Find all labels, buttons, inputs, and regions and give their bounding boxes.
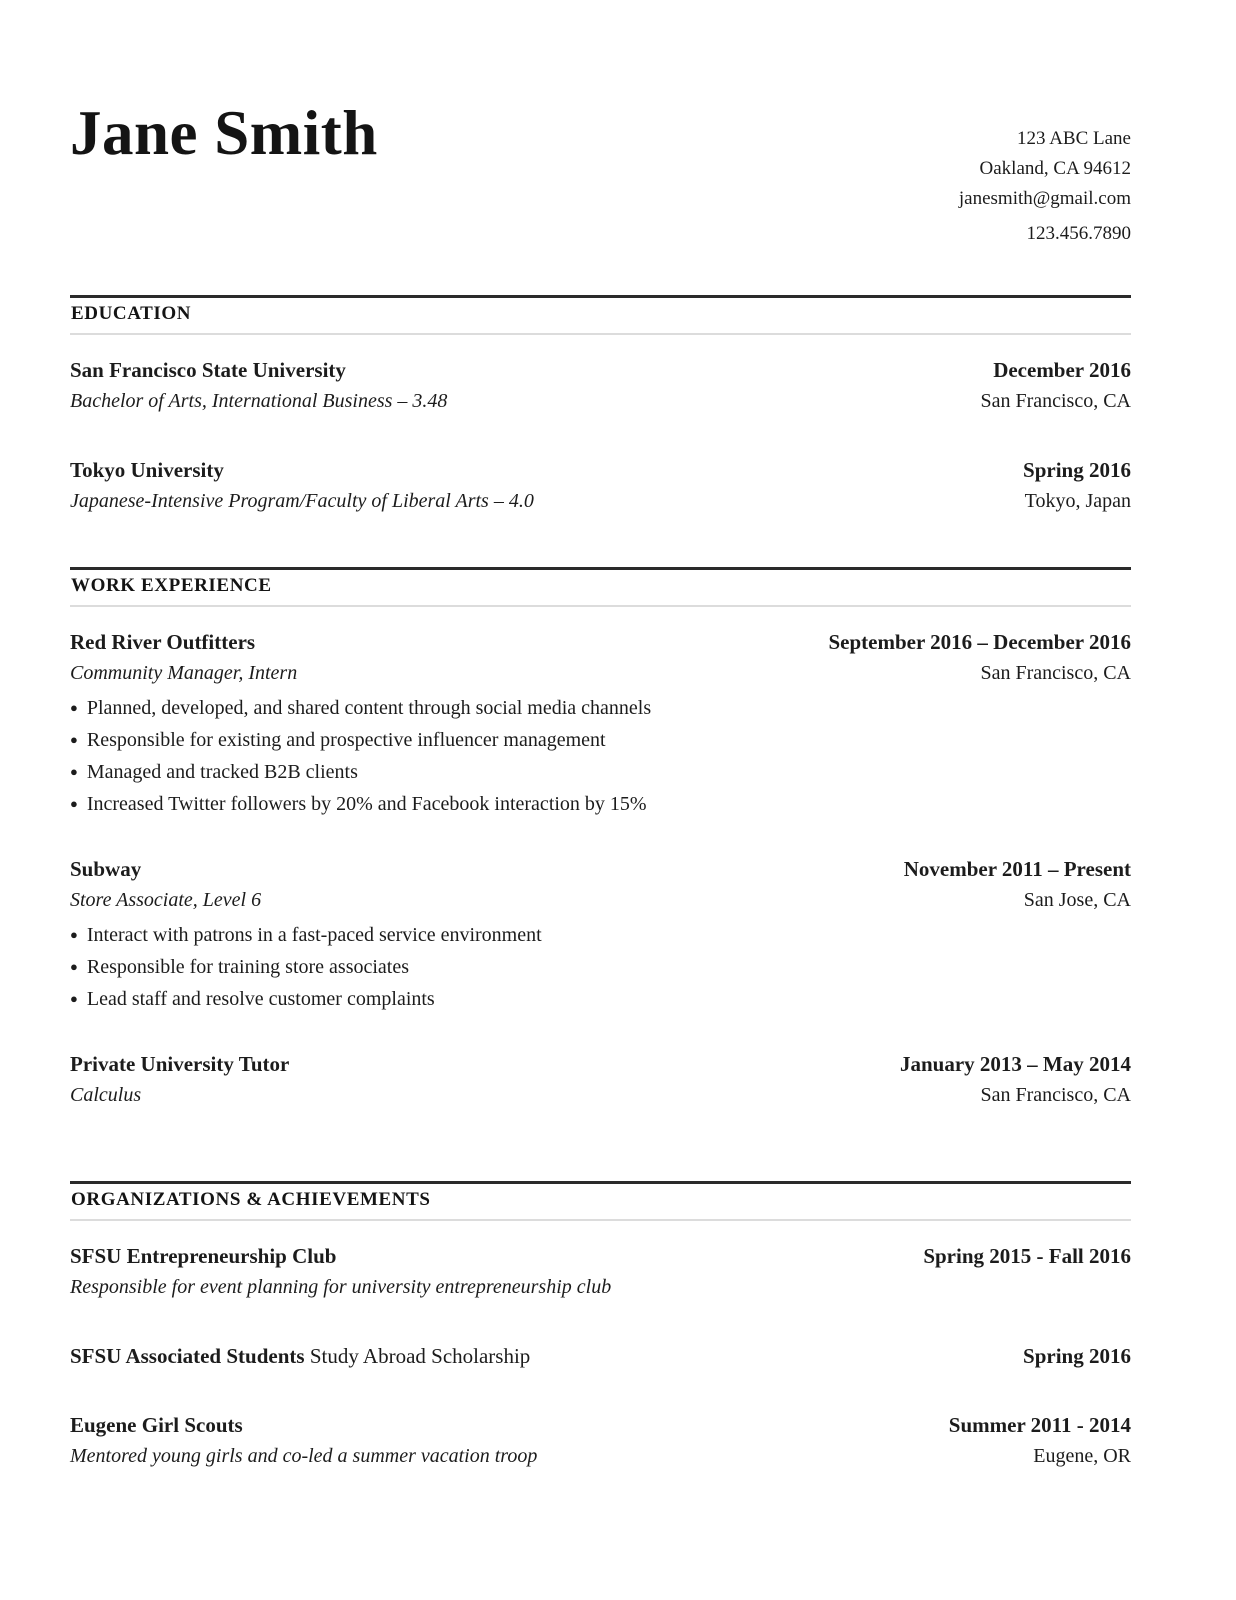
section-organizations xyxy=(70,1181,1131,1472)
entry-location: San Jose, CA xyxy=(1023,889,1131,911)
entry-location: Tokyo, Japan xyxy=(1024,490,1131,512)
entry-header-row xyxy=(70,1241,1131,1272)
resume-content xyxy=(70,0,1131,1472)
entry-title: SFSU Entrepreneurship Club xyxy=(70,1244,337,1268)
bullet-text: Increased Twitter followers by 20% and Facebook interaction by 15% xyxy=(86,793,647,815)
entry-date: Summer 2011 - 2014 xyxy=(948,1413,1131,1437)
entry-subtitle: Store Associate, Level 6 xyxy=(70,889,262,911)
section-education xyxy=(70,295,1131,517)
entry-header-row xyxy=(70,1341,1131,1372)
contact-phone: 123.456.7890 xyxy=(1026,223,1131,244)
bullet-item xyxy=(70,951,1131,983)
bullet-list xyxy=(70,692,1131,820)
bullet-list xyxy=(70,919,1131,1015)
entry-location: San Francisco, CA xyxy=(980,662,1131,684)
entry-location: San Francisco, CA xyxy=(980,390,1131,412)
entry-sub-row xyxy=(70,386,1131,417)
bullet-text: Responsible for training store associates xyxy=(86,956,410,978)
entry-title: Private University Tutor xyxy=(70,1052,290,1076)
entry-subtitle: Bachelor of Arts, International Business – 3.48 xyxy=(70,390,448,412)
entry-location: San Francisco, CA xyxy=(980,1084,1131,1106)
contact-block xyxy=(959,124,1131,249)
resume-entry xyxy=(70,455,1131,517)
entry-title-bold: SFSU Associated Students xyxy=(70,1344,305,1368)
entry-title-suffix: Study Abroad Scholarship xyxy=(309,1344,531,1368)
resume-entry xyxy=(70,1410,1131,1472)
section-title: EDUCATION xyxy=(70,295,1131,335)
resume-entry xyxy=(70,627,1131,820)
entry-header-row xyxy=(70,1410,1131,1441)
entry-sub-row xyxy=(70,885,1131,916)
entry-sub-row xyxy=(70,1441,1131,1472)
entry-title: Tokyo University xyxy=(70,458,224,482)
bullet-item xyxy=(70,919,1131,951)
entry-header-row xyxy=(70,455,1131,486)
entry-title xyxy=(70,1341,530,1372)
entry-date: September 2016 – December 2016 xyxy=(828,630,1131,654)
entry-subtitle: Responsible for event planning for university entrepreneurship club xyxy=(70,1276,612,1298)
entry-sub-row xyxy=(70,486,1131,517)
bullet-item xyxy=(70,692,1131,724)
resume-entry xyxy=(70,1241,1131,1303)
bullet-item xyxy=(70,724,1131,756)
entry-date: November 2011 – Present xyxy=(903,857,1131,881)
entry-header-row xyxy=(70,627,1131,658)
bullet-icon: ● xyxy=(70,927,78,942)
entry-date: January 2013 – May 2014 xyxy=(900,1052,1131,1076)
bullet-icon: ● xyxy=(70,959,78,974)
entry-date: Spring 2015 - Fall 2016 xyxy=(923,1244,1131,1268)
resume-entry xyxy=(70,1049,1131,1111)
entry-sub-row xyxy=(70,1272,1131,1303)
bullet-icon: ● xyxy=(70,796,78,811)
entry-sub-row xyxy=(70,658,1131,689)
resume-entry xyxy=(70,355,1131,417)
bullet-text: Responsible for existing and prospective influencer management xyxy=(86,729,606,751)
contact-city: Oakland, CA 94612 xyxy=(979,158,1131,179)
entry-title: Subway xyxy=(70,857,142,881)
section-work-experience xyxy=(70,567,1131,1111)
entry-subtitle: Mentored young girls and co-led a summer vacation troop xyxy=(70,1445,538,1467)
entry-subtitle: Community Manager, Intern xyxy=(70,662,298,684)
entry-subtitle: Japanese-Intensive Program/Faculty of Liberal Arts – 4.0 xyxy=(70,490,534,512)
section-title: WORK EXPERIENCE xyxy=(70,567,1131,607)
bullet-text: Managed and tracked B2B clients xyxy=(86,761,358,783)
bullet-text: Planned, developed, and shared content through social media channels xyxy=(86,697,652,719)
contact-email: janesmith@gmail.com xyxy=(958,188,1131,209)
entry-header-row xyxy=(70,854,1131,885)
entry-header-row xyxy=(70,1049,1131,1080)
entry-date: December 2016 xyxy=(993,358,1131,382)
bullet-icon: ● xyxy=(70,700,78,715)
contact-address: 123 ABC Lane xyxy=(1017,128,1131,149)
resume-entry xyxy=(70,854,1131,1015)
bullet-item xyxy=(70,788,1131,820)
bullet-icon: ● xyxy=(70,764,78,779)
entry-date: Spring 2016 xyxy=(1023,458,1131,482)
bullet-text: Lead staff and resolve customer complaints xyxy=(86,988,435,1010)
entry-sub-row xyxy=(70,1080,1131,1111)
bullet-icon: ● xyxy=(70,991,78,1006)
section-title: ORGANIZATIONS & ACHIEVEMENTS xyxy=(70,1181,1131,1221)
entry-title: Red River Outfitters xyxy=(70,630,256,654)
bullet-icon: ● xyxy=(70,732,78,747)
entry-subtitle: Calculus xyxy=(70,1084,142,1106)
entry-title: San Francisco State University xyxy=(70,358,346,382)
bullet-item xyxy=(70,983,1131,1015)
entry-header-row xyxy=(70,355,1131,386)
bullet-item xyxy=(70,756,1131,788)
entry-title: Eugene Girl Scouts xyxy=(70,1413,243,1437)
header xyxy=(70,100,1131,249)
bullet-text: Interact with patrons in a fast-paced service environment xyxy=(86,924,542,946)
entry-location: Eugene, OR xyxy=(1033,1445,1131,1467)
entry-date: Spring 2016 xyxy=(1023,1344,1131,1368)
resume-entry xyxy=(70,1341,1131,1372)
person-name: Jane Smith xyxy=(70,98,378,168)
